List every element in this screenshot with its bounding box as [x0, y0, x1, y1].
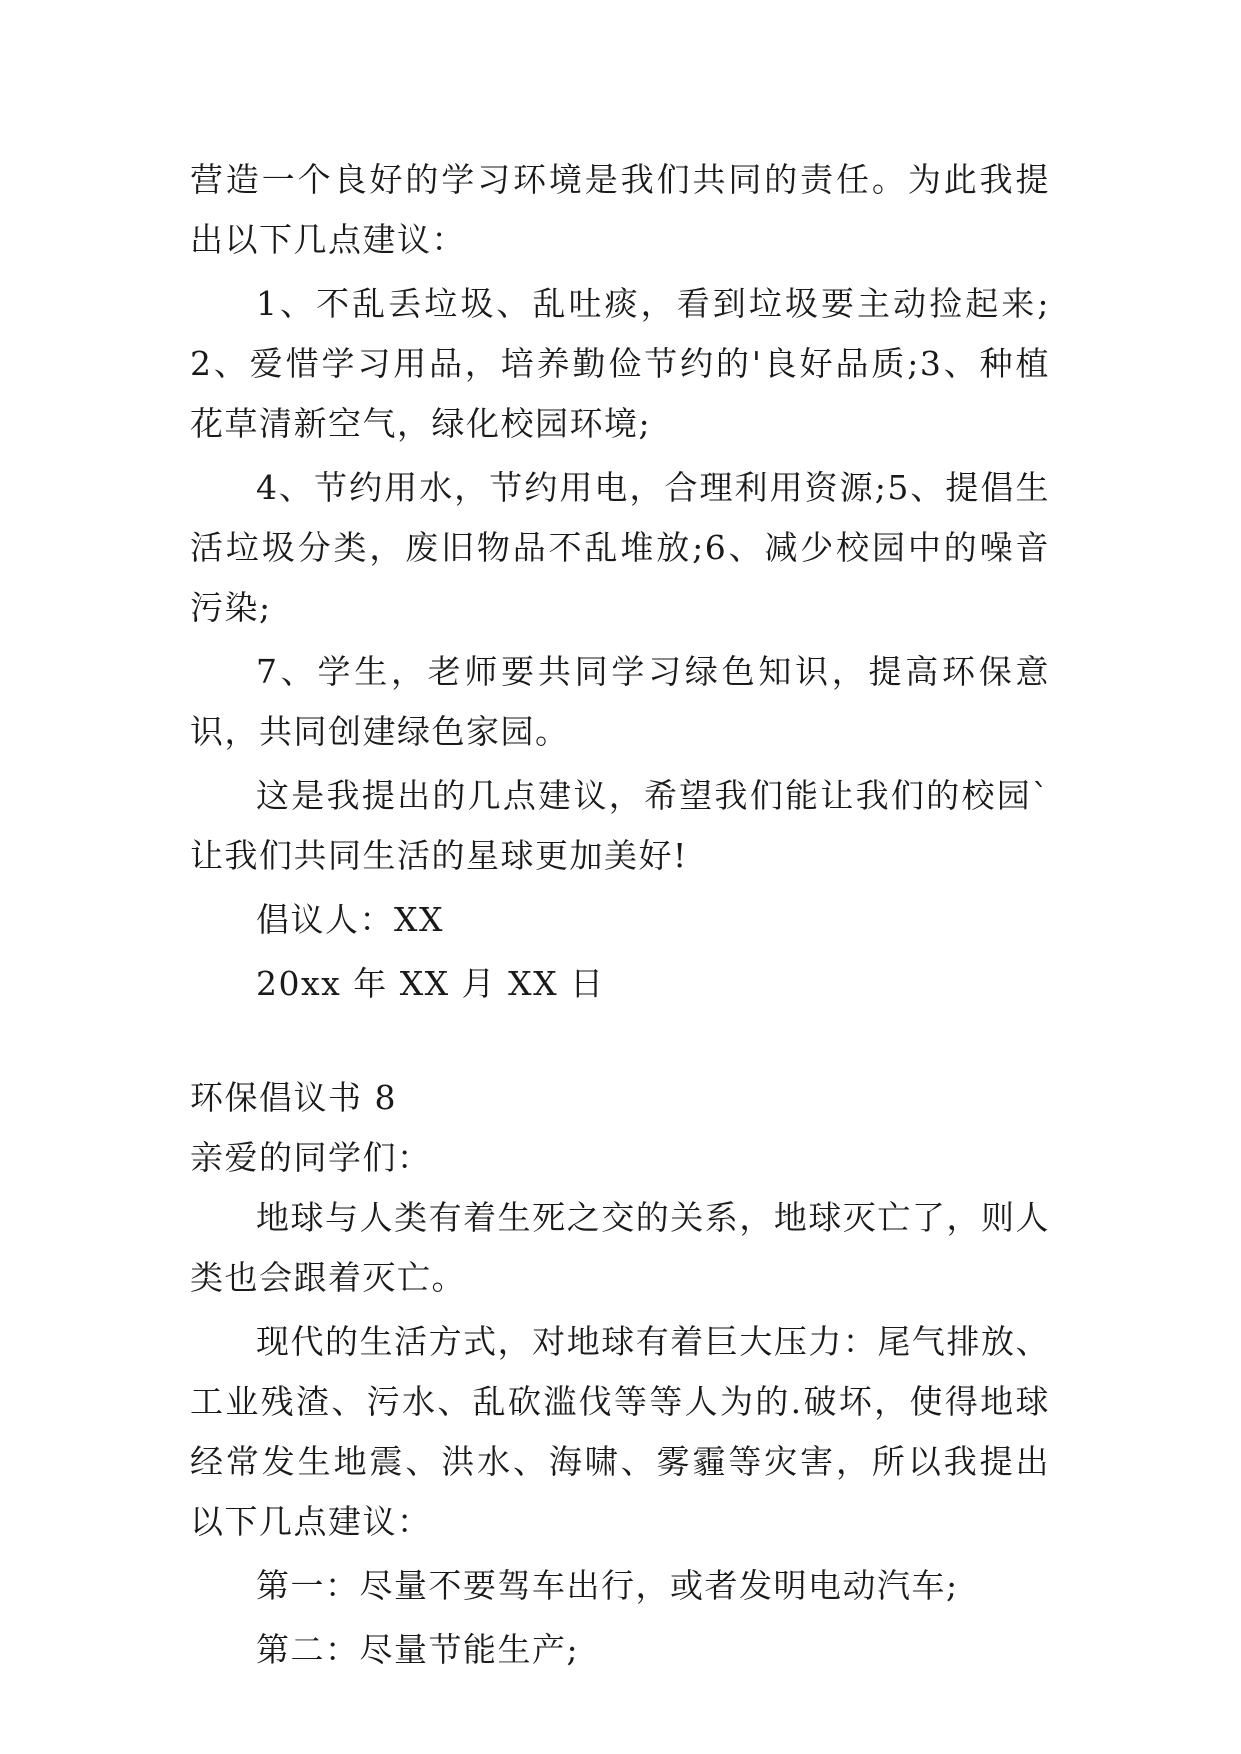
suggestion-item-7: 7、学生，老师要共同学习绿色知识，提高环保意识，共同创建绿色家园。 — [190, 652, 1050, 751]
section-title: 环保倡议书 8 — [190, 1078, 397, 1117]
signer-line: 倡议人：XX — [256, 900, 444, 939]
date-line: 20xx 年 XX 月 XX 日 — [256, 964, 605, 1003]
salutation: 亲爱的同学们： — [190, 1138, 432, 1177]
body-paragraph-1: 地球与人类有着生死之交的关系，地球灭亡了，则人类也会跟着灭亡。 — [190, 1198, 1050, 1297]
closing-paragraph: 这是我提出的几点建议，希望我们能让我们的校园`让我们共同生活的星球更加美好! — [190, 776, 1050, 875]
suggestion-first: 第一：尽量不要驾车出行，或者发明电动汽车; — [256, 1566, 959, 1605]
section-spacer — [190, 1014, 1050, 1068]
suggestion-items-4-6: 4、节约用水，节约用电，合理利用资源;5、提倡生活垃圾分类，废旧物品不乱堆放;6、减少校园中的噪音污染; — [190, 468, 1050, 627]
intro-paragraph: 营造一个良好的学习环境是我们共同的责任。为此我提出以下几点建议： — [190, 160, 1050, 259]
body-paragraph-2: 现代的生活方式，对地球有着巨大压力：尾气排放、工业残渣、污水、乱砍滥伐等等人为的.破坏，使得地球经常发生地震、洪水、海啸、雾霾等灾害，所以我提出以下几点建议： — [190, 1322, 1050, 1541]
suggestion-second: 第二：尽量节能生产; — [256, 1630, 580, 1669]
document-body — [190, 150, 1050, 1680]
suggestion-items-1-3: 1、不乱丢垃圾、乱吐痰，看到垃圾要主动捡起来;2、爱惜学习用品，培养勤俭节约的'良好品质;3、种植花草清新空气，绿化校园环境; — [190, 284, 1050, 443]
